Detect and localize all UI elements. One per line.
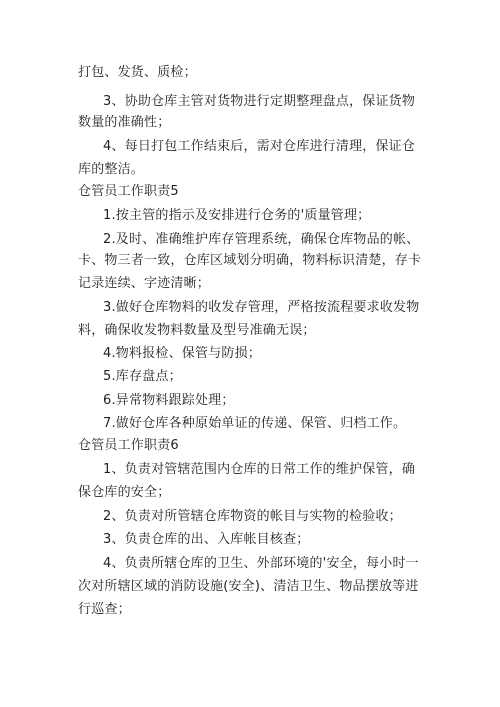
text-line: 记录连续、字迹清晰； xyxy=(78,276,211,291)
text-line: 卡、物三者一致，仓库区域划分明确，物料标识清楚，存卡 xyxy=(78,253,422,268)
text-line: 保仓库的安全； xyxy=(78,485,171,500)
text-line: 库的整洁。 xyxy=(78,162,145,177)
text-line: 4、每日打包工作结束后，需对仓库进行清理，保证仓 xyxy=(103,139,416,154)
text-line: 2.及时、准确维护库存管理系统，确保仓库物品的帐、 xyxy=(103,232,420,247)
text-line: 4、负责所辖仓库的卫生、外部环境的'安全，每小时一 xyxy=(103,556,419,571)
text-line: 7.做好仓库各种原始单证的传递、保管、归档工作。 xyxy=(103,416,407,431)
text-line: 行巡查； xyxy=(78,602,131,617)
text-line: 3.做好仓库物料的收发存管理，严格按流程要求收发物 xyxy=(103,300,420,315)
section-heading: 仓管员工作职责6 xyxy=(78,438,179,453)
text-line: 3、负责仓库的出、入库帐目核查； xyxy=(103,532,310,547)
text-line: 1、负责对管辖范围内仓库的日常工作的维护保管，确 xyxy=(103,462,416,477)
text-line: 1.按主管的指示及安排进行仓务的'质量管理； xyxy=(103,208,371,223)
text-line: 3、协助仓库主管对货物进行定期整理盘点，保证货物 xyxy=(103,94,416,109)
text-line: 数量的准确性； xyxy=(78,115,171,130)
text-line: 次对所辖区域的消防设施(安全)、清洁卫生、物品摆放等进 xyxy=(78,579,419,594)
text-line: 5.库存盘点； xyxy=(103,369,182,384)
text-line: 6.异常物料跟踪处理； xyxy=(103,393,235,408)
text-line: 打包、发货、质检； xyxy=(78,65,197,80)
text-line: 4.物料报检、保管与防损； xyxy=(103,346,262,361)
text-line: 2、负责对所管辖仓库物资的帐目与实物的检验收； xyxy=(103,509,402,524)
section-heading: 仓管员工作职责5 xyxy=(78,184,179,199)
text-line: 料，确保收发物料数量及型号准确无误； xyxy=(78,323,316,338)
